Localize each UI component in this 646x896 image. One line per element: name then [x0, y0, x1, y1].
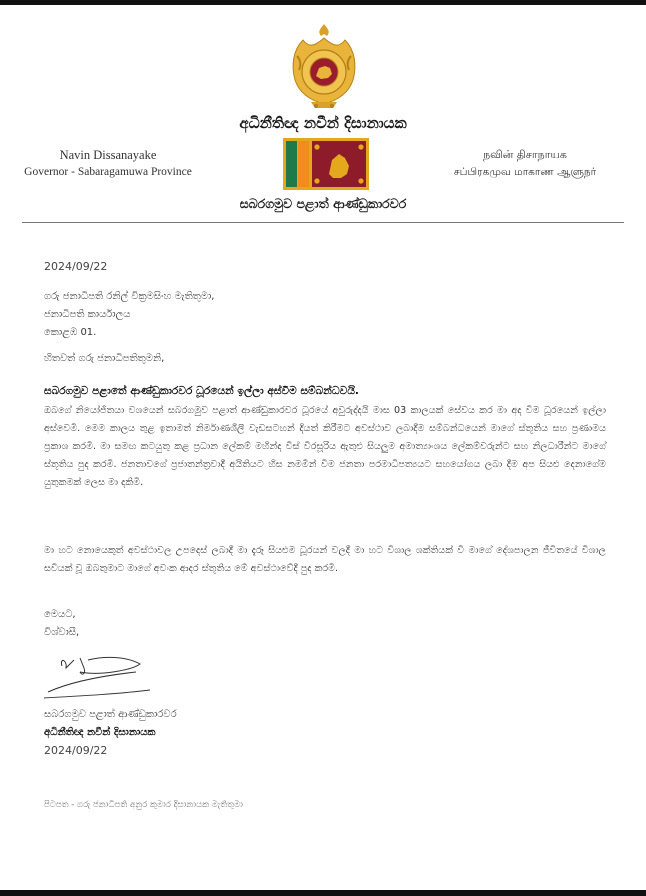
signature-block: [44, 706, 177, 760]
closing-line: විශ්වාසී,: [44, 627, 80, 638]
address-line: ජනාධිපති කාර්යාලය: [44, 309, 131, 320]
address-line: කොළඹ 01.: [44, 327, 97, 338]
salutation: හිතවත් ගරු ජනාධිපතිතුමනි,: [44, 353, 165, 364]
header-divider: [22, 222, 624, 223]
body-paragraph-1: ඔබගේ නියෝජිතයා වශයෙන් සබරගමුව පළාත් ආණ්ඩුකාරවර ධූරයේ අවුරුද්දයි මාස 03 කාලයක් සේවය කර මා අද විම ධූරයෙන් ඉල්ලා අස්වෙමි. මෙම කාලය තුළ ඉතාමත් නිර්මාණශීලී වැඩසටහන් දියත් කිරීමට අවස්ථාව ලබාදීම සම්බන්ධයෙන් මාගේ ස්තූතිය සහ ප්‍රණාමය ප්‍රකාශ කරමි. මා සමඟ කටයුතු කළ ප්‍රධාන ලේකම් මහින්ද විස් වීරසූරිය ඇතුළු සියලුම අමාත්‍යාංශය ලේකම්වරුන්ට සහ නිලධාරීන්ට මාගේ ස්තූතිය පුද කරමි. ජනතාවගේ ප්‍රජාතන්ත්‍රවාදී අයිතියට හිස නමමින් විම ජනතා පරමාධිපත්‍යයට සහයෝගය ලබා දීම අප සියළු දෙනාගේම යුතුකමක් ලෙස මා දකිමි.: [44, 405, 606, 488]
governor-english-block: [22, 148, 194, 178]
signatory-name: අධිනීතිඥ නවීන් දිසානායක: [44, 727, 156, 738]
letter-date: 2024/09/22: [44, 260, 108, 273]
top-border: [0, 0, 646, 5]
governor-name-ta: நவின் திசாநாயக: [483, 148, 567, 161]
signatory-title: සබරගමුව පළාත් ආණ්ඩුකාරවර: [44, 709, 177, 720]
governor-tamil-block: [420, 148, 630, 179]
governor-name-title: අධිනීතිඥ නවීන් දිසානායක: [239, 114, 407, 132]
recipient-address: [44, 288, 214, 342]
body-paragraph-2: මා හට නොයෙකුත් අවස්ථාවල උපදෙස් ලබාදී මා දැරූ සියළුම ධූරයන් වලදී මා හට විශාල ශක්තියක් වී මාගේ දේශපාලන ජීවිතයේ විශාල සවියක් වූ ඔබතුමාට මාගේ අවංක ආදර ස්තූතිය මේ අවස්ථාවේදී පුද කරමි.: [44, 545, 606, 574]
sri-lanka-flag-icon: [283, 138, 369, 190]
governor-name-en: Navin Dissanayake: [59, 148, 157, 162]
letter-subject: සබරගමුව පළාතේ ආණ්ඩුකාරවර ධූරයෙන් ඉල්ලා අස්වීම සම්බන්ධවයි.: [44, 385, 359, 397]
closing: [44, 606, 79, 642]
handwritten-signature: [40, 646, 152, 706]
governor-role-en: Governor - Sabaragamuwa Province: [24, 166, 192, 178]
closing-line: මෙයට,: [44, 609, 76, 620]
carbon-copy-note: පිටපත - ගරු ජනාධිපති අනුර කුමාර දිසානායක මැතිතුමා: [44, 800, 243, 810]
bottom-border: [0, 890, 646, 896]
address-line: ගරු ජනාධිපති රනිල් වික්‍රමසිංහ මැතිතුමා,: [44, 291, 215, 302]
office-title: සබරගමුව පළාත් ආණ්ඩුකාරවර: [239, 196, 407, 211]
governor-role-ta: சப்பிரகமுவ மாகாண ஆளுநர்: [453, 166, 597, 178]
sri-lanka-emblem-icon: [283, 20, 365, 110]
signature-date: 2024/09/22: [44, 744, 108, 757]
